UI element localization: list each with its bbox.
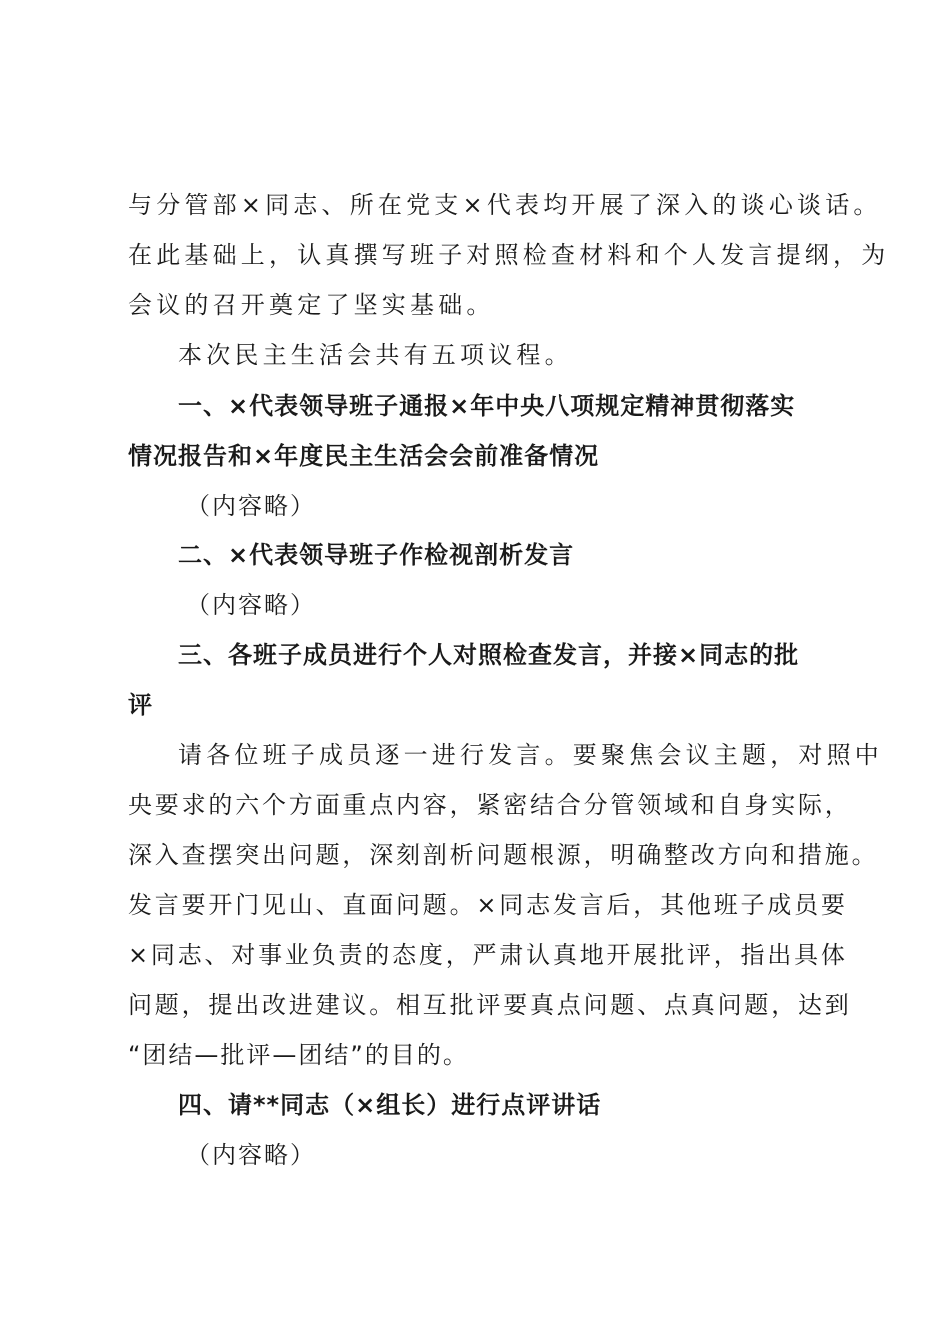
agenda-item-4-heading: 四、请**同志（×组长）进行点评讲话 bbox=[178, 1091, 602, 1119]
paragraph-line: 与分管部×同志、所在党支×代表均开展了深入的谈心谈话。 bbox=[128, 191, 882, 219]
agenda-intro: 本次民主生活会共有五项议程。 bbox=[178, 341, 573, 369]
paragraph-line: “团结—批评—团结”的目的。 bbox=[128, 1041, 469, 1069]
content-omitted-note: （内容略） bbox=[186, 591, 316, 619]
paragraph-line: 请各位班子成员逐一进行发言。要聚焦会议主题，对照中 bbox=[178, 741, 883, 769]
paragraph-line: 发言要开门见山、直面问题。×同志发言后，其他班子成员要 bbox=[128, 891, 848, 919]
paragraph-line: 会议的召开奠定了坚实基础。 bbox=[128, 291, 495, 319]
paragraph-line: ×同志、对事业负责的态度，严肃认真地开展批评，指出具体 bbox=[128, 941, 848, 969]
paragraph-line: 央要求的六个方面重点内容，紧密结合分管领域和自身实际， bbox=[128, 791, 852, 819]
agenda-item-3-heading-cont: 评 bbox=[128, 691, 153, 719]
paragraph-line: 深入查摆突出问题，深刻剖析问题根源，明确整改方向和措施。 bbox=[128, 841, 879, 869]
agenda-item-1-heading-cont: 情况报告和×年度民主生活会会前准备情况 bbox=[128, 442, 600, 470]
content-omitted-note: （内容略） bbox=[186, 492, 316, 520]
agenda-item-2-heading: 二、×代表领导班子作检视剖析发言 bbox=[178, 541, 575, 569]
content-omitted-note: （内容略） bbox=[186, 1141, 316, 1169]
agenda-item-1-heading: 一、×代表领导班子通报×年中央八项规定精神贯彻落实 bbox=[178, 392, 796, 420]
paragraph-line: 在此基础上，认真撰写班子对照检查材料和个人发言提纲，为 bbox=[128, 241, 890, 269]
agenda-item-3-heading: 三、各班子成员进行个人对照检查发言，并接×同志的批 bbox=[178, 641, 800, 669]
paragraph-line: 问题，提出改进建议。相互批评要真点问题、点真问题，达到 bbox=[128, 991, 852, 1019]
